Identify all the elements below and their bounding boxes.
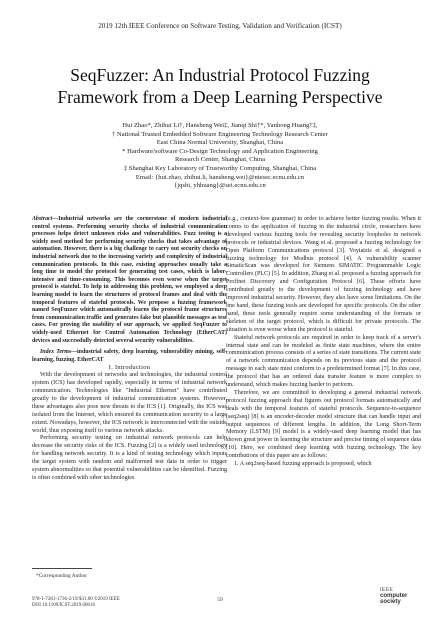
logo-computer-text: computer [380,593,408,599]
body-paragraph: (e.g., context-free grammar) in order to achieve better fuzzing results. When it comes to the application of fuzzing in the industrial circle, researchers have developed various fuzzing tools for revealing security loopholes in network protocols or industrial devices. Wang et al. proposed a fuzzing technology for Open Platform Communications protocol [3]. Voyiatzis et al. designed a fuzzing technology for Modbus protocol [4]. A vulnerability scanner SimaticScan was developed for Siemens SIMATIC Programmable Logic Controllers (PLC) [5]. In addition, Zhang et al. proposed a fuzzing approach for Profinet Discovery and Configuration Protocol [6]. These efforts have contributed greatly to the development of fuzzing technology and have improved industrial security. However, they also have some limitations. On the one hand, these fuzzing tools are developed for specific protocols. On the other hand, these tools generally require some understanding of the formats or skeleton of the target protocol, which is difficult for private protocols. The situation is even worse when the protocol is stateful. [226,216,421,333]
intro-paragraph: Performing security testing on industrial network protocols can help decrease the security risks of the ICS. Fuzzing [2] is a widely used technology for handling network security. It is a kind of testing technology which inputs the target system with random and malformed test data in order to trigger system abnormalities so that potential vulnerabilities can be identified. Fuzzing is often combined with other technologies [32,435,227,481]
affiliation-2: * Hardware/software Co-Design Technology and Application Engineering [122,147,318,155]
section-heading-introduction: I. Introduction [108,364,151,372]
email-line-2: {jqshi, yhhuang}@sei.ecnu.edu.cn [174,182,266,190]
index-terms [32,349,227,364]
body-paragraph: Stateful network protocols are required in order to keep track of a server's internal state and can be modeled as finite state machines, where the entire communication process consists of a series of state transitions. The current state of a network communication depends on its previous state and the protocol message in each state must conform to a predetermined format [7]. In this case, the protocol that has an ordered data transfer feature is more complex to understand, which makes fuzzing harder to perform. [226,334,421,389]
author-names: Hui Zhao*, Zhihui Li†, Hansheng Wei‡, Jianqi Shi†*, Yanhong Huang†‡, [122,122,318,129]
affiliation-3: ‡ Shanghai Key Laboratory of Trustworthy Computing, Shanghai, China [123,164,317,172]
footer-doi: DOI 10.1109/ICST.2019.00016 [32,603,96,609]
abstract-text: —Industrial networks are the cornerstone of modern industrial control systems. Performing security checks of industrial communication processes helps detect unknown risks and vulnerabilities. Fuzz testing is a widely used method for performing security checks that takes advantage of automation. However, there is a big challenge to carry out security checks on industrial network due to the increasing variety and complexity of industrial communication protocols. In this case, existing approaches usually take a long time to model the protocol for generating test cases, which is labor-intensive and time-consuming. This becomes even worse when the target protocol is stateful. To help in addressing this problem, we employed a deep learning model to learn the structures of protocol frames and deal with the temporal features of stateful protocols. We propose a fuzzing framework named SeqFuzzer which automatically learns the protocol frame structures from communication traffic and generates fake but plausible messages as test cases. For proving the usability of our approach, we applied SeqFuzzer to widely-used Ethernet for Control Automation Technology (EtherCAT) devices and successfully detected several security vulnerabilities. [32,216,227,344]
index-terms-label: Index Terms [40,349,72,356]
abstract [32,216,227,345]
title-line-2: Framework from a Deep Learning Perspective [57,87,383,107]
email-line-1: Email: {hui.zhao, zhihui.li, hansheng.wei}@ntesec.ecnu.edu.cn [135,173,305,181]
title-line-1: SeqFuzzer: An Industrial Protocol Fuzzing [70,65,370,85]
index-terms-text: —industrial safety, deep learning, vulnerability mining, self-learning, fuzzing, EtherCAT [32,349,227,363]
affiliation-2b: Research Center, Shanghai, China [174,156,265,164]
intro-paragraph: With the development of networks and technologies, the industrial control system (ICS) has developed rapidly, especially in terms of industrial network communication. Technologies like "Industrial Ethernet" have contributed greatly to the development of industrial communication systems. However, these advantages also pose new threats to the ICS [1]. Originally, the ICS was isolated from the Internet, which ensured its communication security to a large extent. Nowadays, however, the ICS network is interconnected with the outside world, thus exposing itself to various network attacks. [32,372,227,434]
body-paragraph: Therefore, we are committed to developing a general industrial network protocol fuzzing approach that figures out protocol formats automatically and deals with the temporal features of stateful protocols. Sequence-to-sequence (seq2seq) [8] is an encoder-decoder model structure that can handle input and output sequences of different lengths. In addition, the Long Short-Term Memory (LSTM) [9] model is a widely-used deep learning model that has shown great power in learning the structure and precise timing of sequence data [10]. Here, we combined deep learning with fuzzing technology. The key contributions of this paper are as follows: [226,389,421,460]
conference-header: 2019 12th IEEE Conference on Software Testing, Validation and Verification (ICST) [98,22,342,30]
contribution-list-item: 1. A seq2seq-based fuzzing approach is proposed, which [234,461,372,468]
page-number: 59 [217,597,223,603]
left-column [32,216,227,483]
ieee-computer-society-logo [380,587,420,609]
footnote-rule [32,568,92,569]
footnote: *Corresponding Author [36,573,88,579]
affiliation-1: † National Trusted Embedded Software Engineering Technology Research Center [112,130,328,138]
footer-isbn: 978-1-7281-1736-2/19/$31.00 ©2019 IEEE [32,597,120,602]
logo-ieee-text: IEEE [380,587,394,593]
logo-society-text: society [380,599,401,605]
right-column [226,216,421,469]
paper-title [20,64,420,108]
abstract-label: Abstract [32,216,53,222]
affiliation-1b: East China Normal University, Shanghai, China [156,139,284,147]
author-block [40,122,400,191]
